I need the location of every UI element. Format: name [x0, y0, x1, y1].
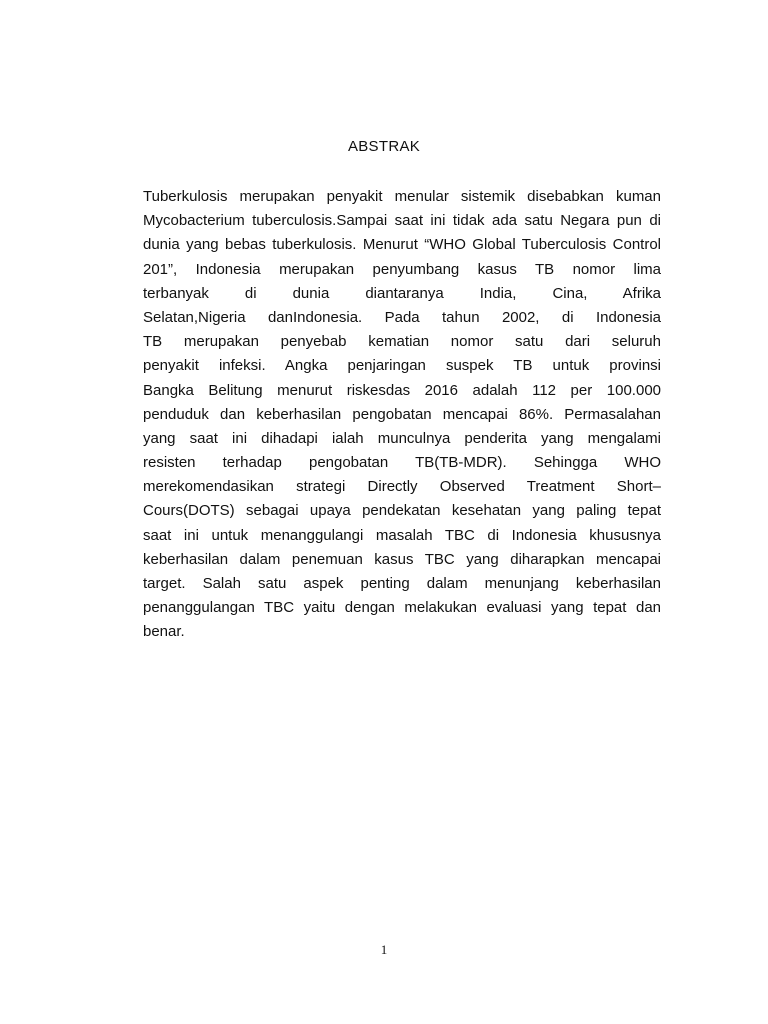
paragraph-line: yang saat ini dihadapi ialah munculnya penderita yang mengalami — [143, 429, 661, 447]
paragraph-line: Cours(DOTS) sebagai upaya pendekatan kesehatan yang paling tepat — [143, 502, 661, 520]
paragraph-line: Tuberkulosis merupakan penyakit menular sistemik disebabkan kuman — [143, 188, 661, 205]
paragraph-line: target. Salah satu aspek penting dalam menunjang keberhasilan — [143, 575, 661, 592]
paragraph-line: merekomendasikan strategi Directly Observed Treatment Short– — [143, 478, 661, 496]
paragraph-line: saat ini untuk menanggulangi masalah TBC di Indonesia khususnya — [143, 526, 661, 544]
paragraph-line: benar. — [143, 623, 185, 641]
paragraph-line: terbanyak di dunia diantaranya India, Cina, Afrika — [143, 284, 661, 302]
paragraph-line: penyakit infeksi. Angka penjaringan suspek TB untuk provinsi — [143, 357, 661, 375]
paragraph-line: Bangka Belitung menurut riskesdas 2016 adalah 112 per 100.000 — [143, 381, 661, 399]
paragraph-line: penanggulangan TBC yaitu dengan melakukan evaluasi yang tepat dan — [143, 599, 661, 617]
page-number: 1 — [380, 942, 388, 957]
paragraph-line: 201”, Indonesia merupakan penyumbang kasus TB nomor lima — [143, 260, 661, 278]
abstract-paragraph — [143, 185, 661, 645]
paragraph-line: Mycobacterium tuberculosis.Sampai saat ini tidak ada satu Negara pun di — [143, 212, 661, 230]
paragraph-line: TB merupakan penyebab kematian nomor satu dari seluruh — [143, 333, 661, 351]
abstract-heading: ABSTRAK — [347, 138, 421, 155]
paragraph-line: resisten terhadap pengobatan TB(TB-MDR). Sehingga WHO — [143, 454, 661, 472]
paragraph-line: keberhasilan dalam penemuan kasus TBC yang diharapkan mencapai — [143, 550, 661, 568]
paragraph-line: penduduk dan keberhasilan pengobatan mencapai 86%. Permasalahan — [143, 405, 661, 423]
paragraph-line: dunia yang bebas tuberkulosis. Menurut “WHO Global Tuberculosis Control — [143, 236, 661, 254]
paragraph-line: Selatan,Nigeria danIndonesia. Pada tahun 2002, di Indonesia — [143, 308, 661, 326]
